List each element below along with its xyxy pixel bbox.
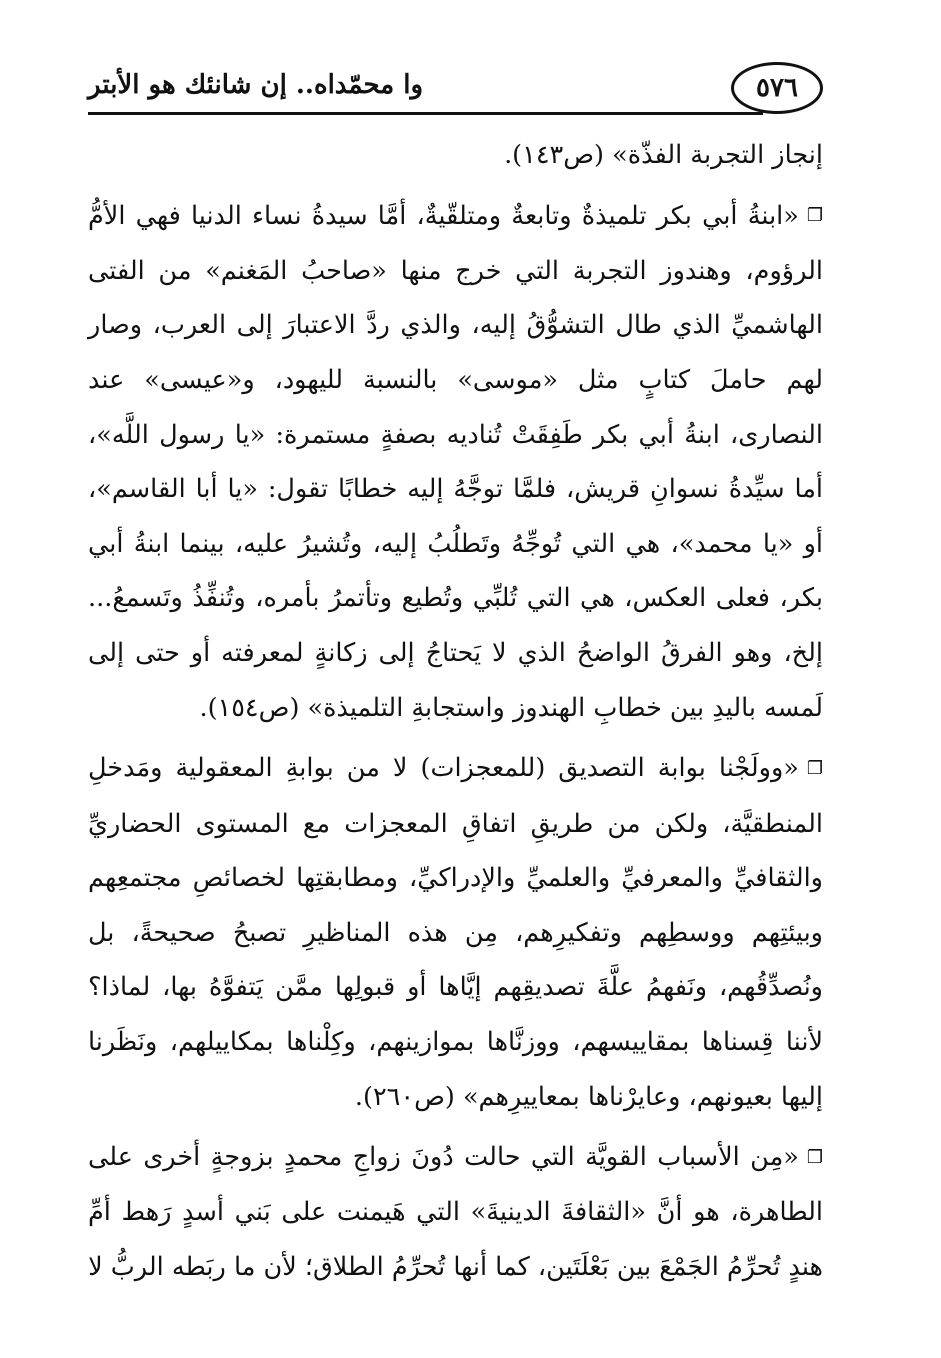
quote-box-icon: ❐ bbox=[806, 1146, 823, 1168]
page-number-badge bbox=[731, 62, 823, 114]
page-header bbox=[88, 60, 823, 120]
page-number: ٥٧٦ bbox=[756, 73, 798, 103]
running-title: وا محمّداه.. إن شانئك هو الأبتر bbox=[88, 70, 424, 100]
header-rule bbox=[88, 112, 763, 115]
paragraph-3 bbox=[88, 741, 823, 1124]
paragraph-1 bbox=[88, 128, 823, 183]
paragraph-text: «ابنةُ أبي بكر تلميذةٌ وتابعةٌ ومتلقّيةٌ، أمَّا سيدةُ نساء الدنيا فهي الأمُّ الرؤوم، وهندوز التجربة التي خرج منها «صاحبُ المَغنم» من الفتى الهاشميِّ الذي طال التشوُّقُ إليه، والذي ردَّ الاعتبارَ إلى العرب، وصار لهم حاملَ كتابٍ مثل «موسى» بالنسبة لليهود، و«عيسى» عند النصارى، ابنةُ أبي بكر طَفِقَتْ تُناديه بصفةٍ مستمرة: «يا رسول اللَّه»، أما سيِّدةُ نسوانِ قريش، فلمَّا توجَّهُ إليه خطابًا تقول: «يا أبا القاسم»، أو «يا محمد»، هي التي تُوجِّهُ وتَطلُبُ إليه، وتُشيرُ عليه، بينما ابنةُ أبي بكر، فعلى العكس، هي التي تُلبِّي وتُطيع وتأتمرُ بأمره، وتُنفِّذُ وتَسمعُ... إلخ، وهو الفرقُ الواضحُ الذي لا يَحتاجُ إلى زكانةٍ لمعرفته أو حتى إلى لَمسه باليدِ بين خطابِ الهندوز واستجابةِ التلميذة» (ص١٥٤). bbox=[88, 200, 823, 723]
paragraph-4 bbox=[88, 1130, 823, 1294]
quote-box-icon: ❐ bbox=[806, 757, 823, 779]
paragraph-text: «وولَجْنا بوابة التصديق (للمعجزات) لا من بوابةِ المعقولية ومَدخلِ المنطقيَّة، ولكن من طريقِ اتفاقِ المعجزات مع المستوى الحضاريِّ والثقافيِّ والمعرفيِّ والعلميِّ والإدراكيِّ، ومطابقتِها لخصائصِ مجتمعِهم وبيئتِهم ووسطِهم وتفكيرِهم، مِن هذه المناظيرِ تصبحُ صحيحةً، بل ونُصدِّقُهم، ونَفهمُ علَّةَ تصديقِهم إيَّاها أو قبولِها ممَّن يَتفوَّهُ بها، لماذا؟ لأننا قِسناها بمقاييسهم، ووزنَّاها بموازينهم، وكِلْناها بمكاييلهم، ونَظَرنا إليها بعيونهم، وعايرْناها بمعاييرِهم» (ص٢٦٠). bbox=[88, 753, 823, 1112]
paragraph-2 bbox=[88, 189, 823, 736]
quote-box-icon: ❐ bbox=[806, 205, 823, 227]
page-body bbox=[88, 128, 823, 1301]
paragraph-text: «مِن الأسباب القويَّة التي حالت دُونَ زواجِ محمدٍ بزوجةٍ أخرى على الطاهرة، هو أنَّ «الثقافةَ الدينيةَ» التي هَيمنت على بَني أسدٍ رَهط أمِّ هندٍ تُحرِّمُ الجَمْعَ بين بَعْلَتَين، كما أنها تُحرِّمُ الطلاق؛ لأن ما ربَطه الربُّ لا bbox=[88, 1142, 823, 1282]
paragraph-text: إنجاز التجربة الفذّة» (ص١٤٣). bbox=[504, 140, 823, 170]
